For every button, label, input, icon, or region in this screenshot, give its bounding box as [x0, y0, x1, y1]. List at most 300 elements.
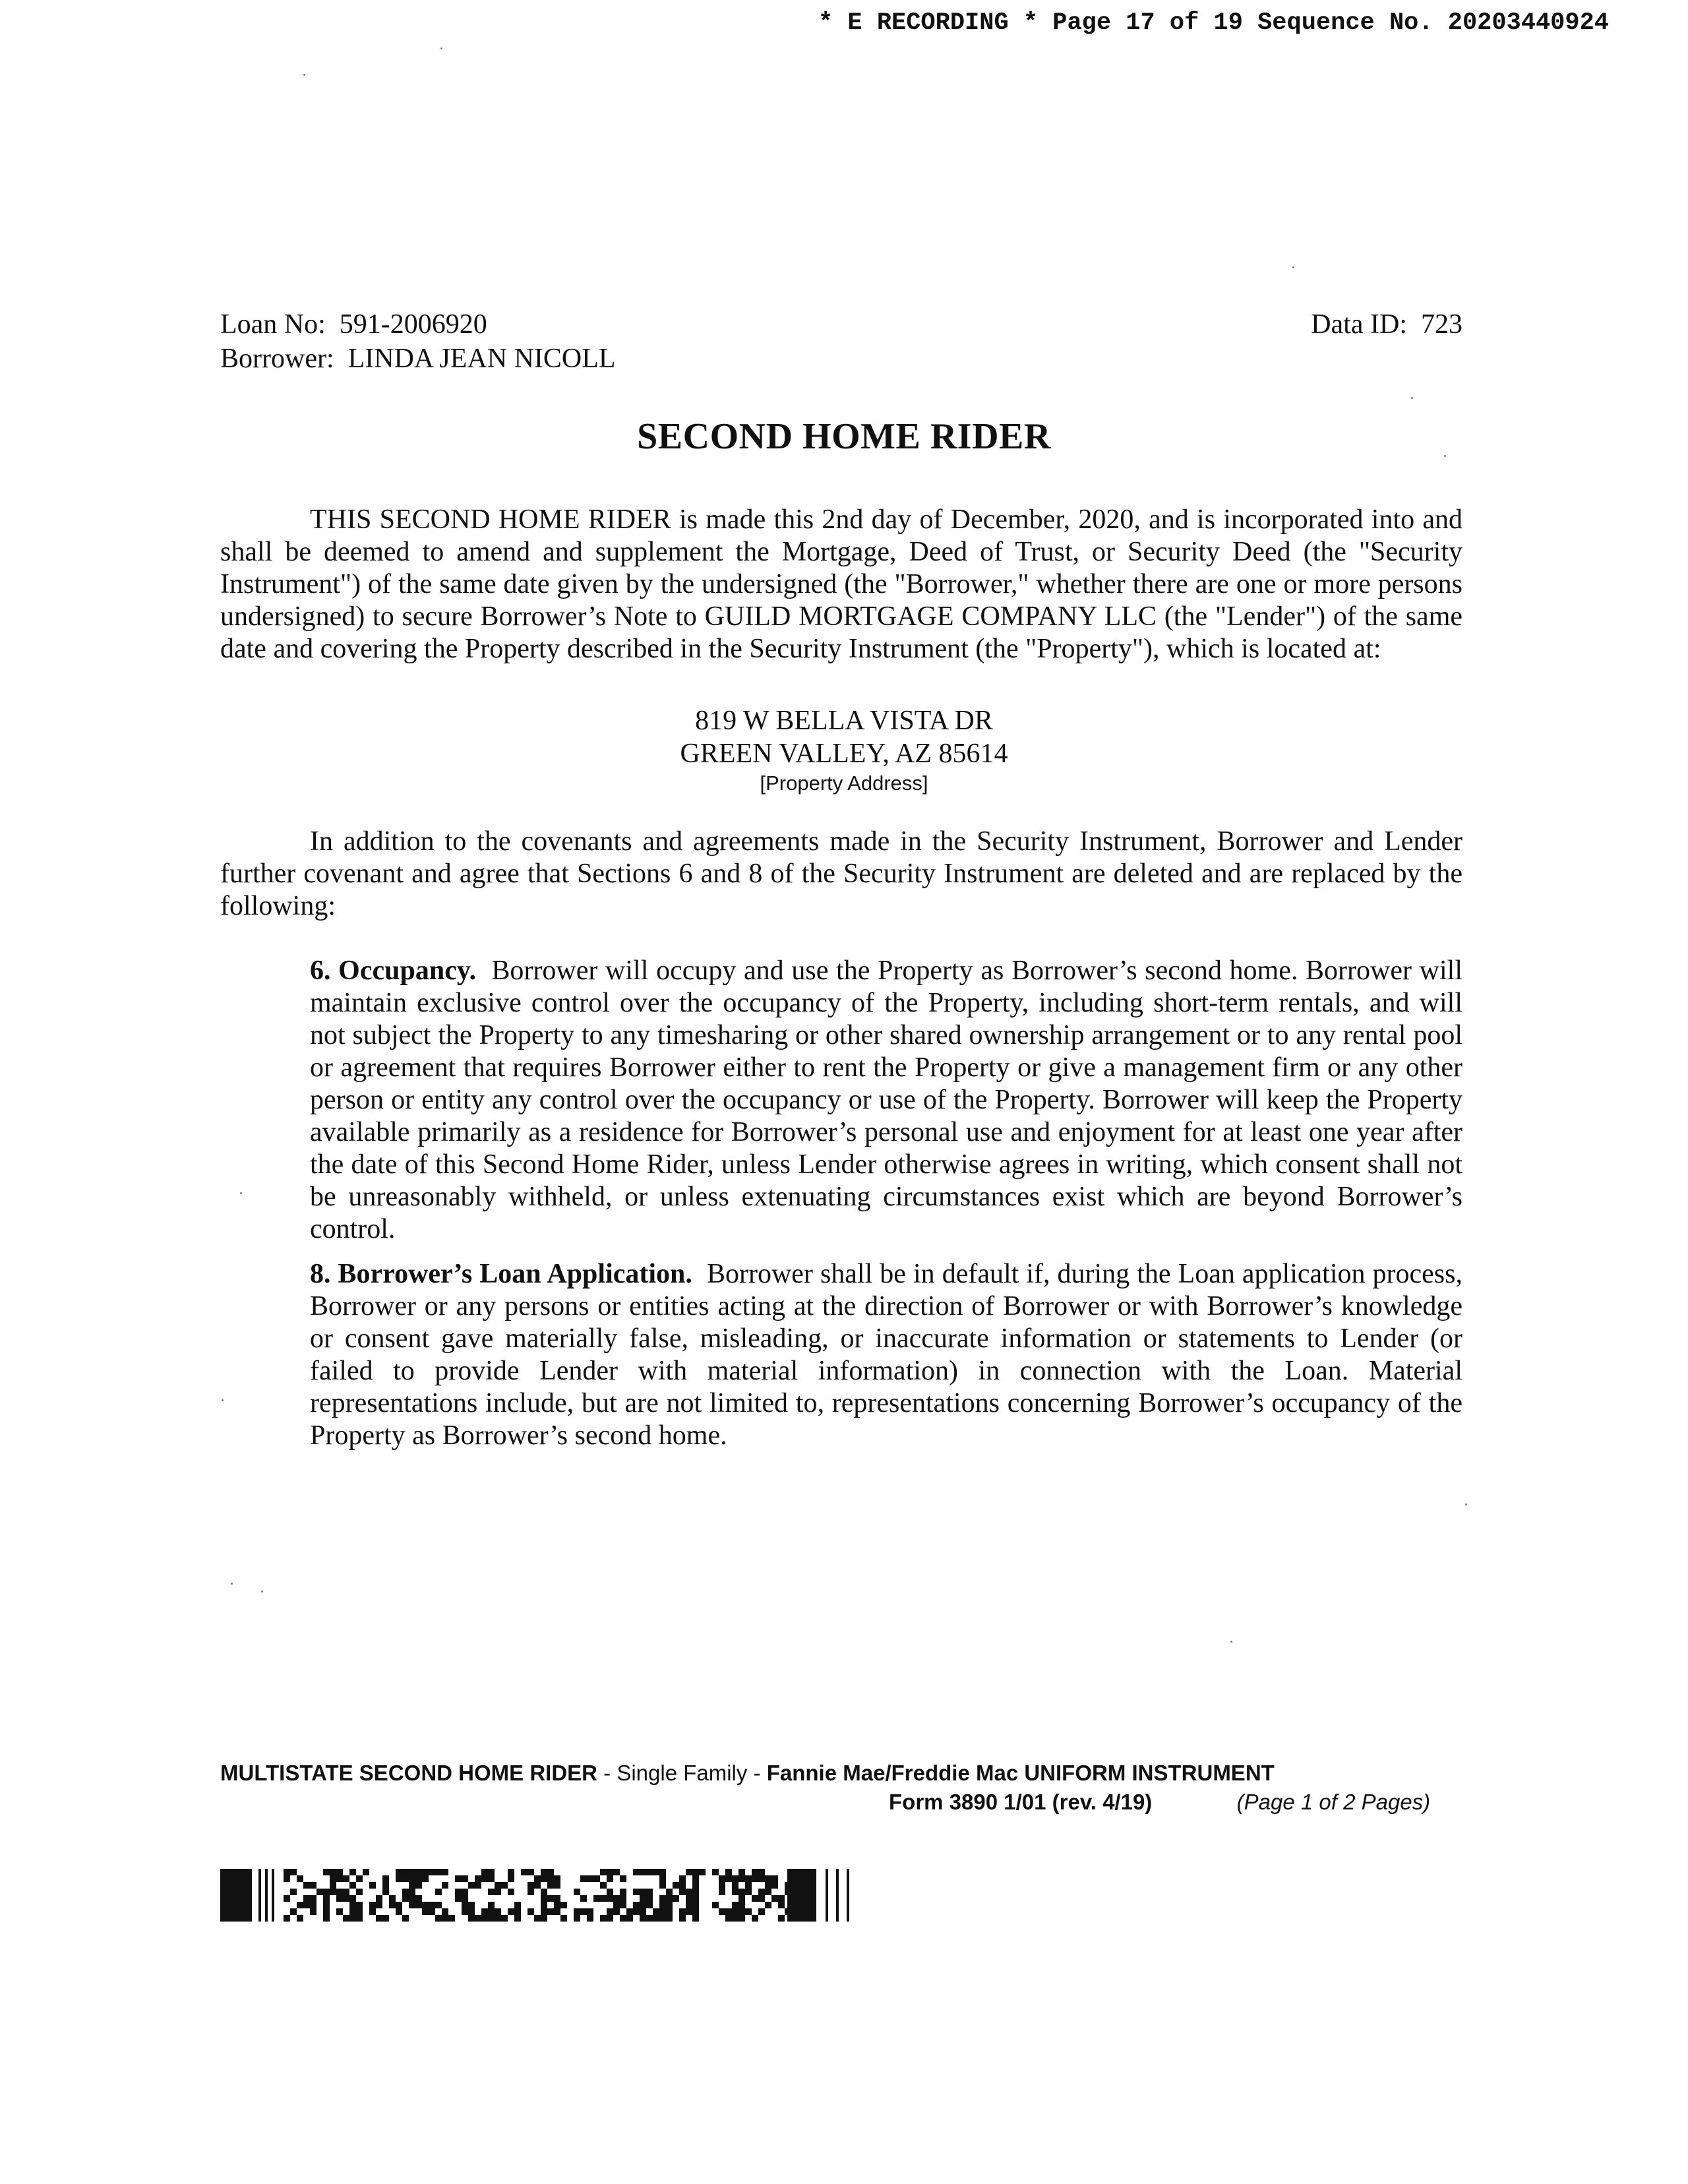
barcode-module [462, 1908, 468, 1915]
barcode-module [284, 1895, 290, 1902]
barcode-module [514, 1915, 521, 1922]
barcode-module [836, 1869, 839, 1922]
barcode-module [409, 1902, 415, 1908]
barcode-module [330, 1889, 336, 1895]
barcode-module [787, 1869, 816, 1922]
scan-speck [1230, 1641, 1232, 1643]
barcode-module [303, 1882, 310, 1889]
barcode-module [323, 1869, 330, 1875]
section-text: Borrower will occupy and use the Property as Borrower’s second home. Borrower will maintain exclusive control over the occupancy of the Property, including short-term rentals, and will not subject the Property to any timesharing or other shared ownership arrangement or to any rental pool or agreement that requires Borrower either to rent the Property or give a management firm or any other person or entity any control over the occupancy or use of the Property. Borrower will keep the Property available primarily as a residence for Borrower’s personal use and enjoyment for at least one year after the date of this Second Home Rider, unless Lender otherwise agrees in writing, which consent shall not be unreasonably withheld, or unless extenuating circumstances exist which are beyond Borrower’s control. [310, 956, 1463, 1244]
barcode-module [847, 1869, 849, 1922]
barcode-module [435, 1869, 442, 1875]
barcode-module [389, 1902, 396, 1908]
barcode-module [475, 1875, 481, 1882]
barcode-module [541, 1915, 547, 1922]
barcode-module [640, 1869, 646, 1875]
barcode-module [646, 1915, 653, 1922]
barcode-module [686, 1869, 692, 1875]
barcode-module [640, 1908, 646, 1915]
barcode-module [376, 1895, 382, 1902]
barcode-module [415, 1902, 422, 1908]
barcode-module [495, 1889, 501, 1895]
barcode-module [330, 1875, 336, 1882]
barcode-module [719, 1875, 725, 1882]
barcode-module [514, 1908, 521, 1915]
document-title: SECOND HOME RIDER [637, 416, 1051, 457]
barcode-module [336, 1895, 343, 1902]
barcode-module [462, 1889, 468, 1895]
barcode-module [547, 1895, 554, 1902]
barcode-module [758, 1889, 765, 1895]
barcode-module [323, 1915, 330, 1922]
barcode-module [435, 1889, 442, 1895]
barcode-module [541, 1875, 547, 1882]
barcode-module [765, 1902, 771, 1908]
recording-header: * E RECORDING * Page 17 of 19 Sequence No. 20203440924 [818, 9, 1609, 37]
barcode-module [462, 1875, 468, 1882]
barcode-module [738, 1869, 745, 1875]
barcode-module [633, 1889, 640, 1895]
barcode-module [771, 1882, 778, 1889]
barcode-module [422, 1869, 429, 1875]
barcode-module [442, 1882, 448, 1889]
barcode-module [488, 1889, 495, 1895]
barcode-module [442, 1915, 448, 1922]
barcode-module [738, 1915, 745, 1922]
barcode-module [673, 1882, 679, 1889]
barcode-module [554, 1882, 560, 1889]
barcode-module [343, 1915, 349, 1922]
scan-speck [261, 1591, 263, 1592]
barcode-module [343, 1875, 349, 1882]
loan-number-row [220, 307, 616, 342]
barcode-module [732, 1882, 738, 1889]
barcode-module [349, 1882, 356, 1889]
barcode-module [508, 1875, 514, 1882]
barcode-module [488, 1915, 495, 1922]
barcode-module [220, 1869, 252, 1922]
barcode-module [673, 1895, 679, 1902]
loan-info [220, 307, 616, 376]
barcode-module [462, 1895, 468, 1902]
barcode-module [475, 1915, 481, 1922]
barcode-module [666, 1908, 673, 1915]
barcode-module [574, 1915, 580, 1922]
barcode-module [547, 1882, 554, 1889]
section-loan-application [310, 1258, 1462, 1452]
barcode-module [607, 1889, 613, 1895]
barcode-module [521, 1869, 528, 1875]
barcode-module [653, 1908, 659, 1915]
barcode-module [752, 1875, 758, 1882]
barcode-module [580, 1895, 587, 1902]
barcode-module [514, 1902, 521, 1908]
barcode-module [719, 1908, 725, 1915]
barcode-module [640, 1889, 646, 1895]
barcode-module [620, 1875, 626, 1882]
barcode-module [363, 1869, 369, 1875]
scan-speck [1465, 1503, 1467, 1505]
section-heading: 8. Borrower’s Loan Application. [310, 1259, 692, 1289]
barcode-module [666, 1889, 673, 1895]
barcode-module [646, 1869, 653, 1875]
barcode-module [501, 1915, 508, 1922]
barcode-module [607, 1915, 613, 1922]
barcode-module [442, 1908, 448, 1915]
barcode-module [541, 1869, 547, 1875]
barcode-module [620, 1915, 626, 1922]
barcode-module [633, 1908, 640, 1915]
barcode-module [442, 1869, 448, 1875]
barcode-module [600, 1882, 607, 1889]
barcode-module [692, 1889, 699, 1895]
barcode-module [468, 1882, 475, 1889]
barcode-module [349, 1908, 356, 1915]
barcode-module [653, 1869, 659, 1875]
barcode-module [626, 1915, 633, 1922]
barcode-module [481, 1908, 488, 1915]
footer-form-number: Form 3890 1/01 (rev. 4/19) [889, 1790, 1153, 1814]
barcode-module [534, 1875, 541, 1882]
barcode-module [593, 1895, 600, 1902]
barcode-module [534, 1915, 541, 1922]
barcode-module [826, 1869, 828, 1922]
barcode-module [600, 1869, 607, 1875]
barcode-module [679, 1908, 686, 1915]
barcode-module [396, 1902, 402, 1908]
barcode-module [692, 1869, 699, 1875]
barcode-module [725, 1908, 732, 1915]
barcode-module [389, 1895, 396, 1902]
barcode-module [402, 1889, 409, 1895]
barcode-module [613, 1895, 620, 1902]
barcode-module [541, 1895, 547, 1902]
barcode-module [508, 1908, 514, 1915]
barcode-module [692, 1895, 699, 1902]
barcode-module [679, 1889, 686, 1895]
barcode-module [382, 1875, 389, 1882]
barcode-module [336, 1889, 343, 1895]
barcode-module [738, 1902, 745, 1908]
scan-speck [222, 1399, 224, 1401]
barcode-module [593, 1875, 600, 1882]
barcode-module [323, 1902, 330, 1908]
barcode-module [415, 1869, 422, 1875]
barcode-module [488, 1902, 495, 1908]
barcode-module [554, 1902, 560, 1908]
barcode-module [686, 1895, 692, 1902]
barcode-module [528, 1869, 534, 1875]
barcode-module [369, 1908, 376, 1915]
barcode-module [738, 1908, 745, 1915]
barcode-module [719, 1882, 725, 1889]
barcode-module [640, 1915, 646, 1922]
barcode-module [272, 1869, 274, 1922]
barcode-module [547, 1875, 554, 1882]
barcode-module [429, 1902, 435, 1908]
barcode-module [620, 1895, 626, 1902]
barcode-module [758, 1895, 765, 1902]
barcode-module [297, 1875, 303, 1882]
barcode-module [659, 1908, 666, 1915]
barcode-module [495, 1908, 501, 1915]
barcode-module [356, 1915, 363, 1922]
data-id-label: Data ID: [1311, 309, 1407, 340]
covenants-paragraph: In addition to the covenants and agreements made in the Security Instrument, Borrower and Lender further covenant and agree that Sections 6 and 8 of the Security Instrument are deleted and are replaced by the following: [220, 826, 1462, 921]
borrower-label: Borrower: [220, 344, 334, 374]
barcode-module [468, 1902, 475, 1908]
barcode-module [455, 1895, 462, 1902]
barcode-module [356, 1889, 363, 1895]
barcode-module [659, 1869, 666, 1875]
barcode-module [336, 1875, 343, 1882]
barcode-module [415, 1895, 422, 1902]
barcode-module [422, 1902, 429, 1908]
loan-number: 591-2006920 [339, 309, 487, 340]
barcode-module [574, 1889, 580, 1895]
barcode-module [600, 1895, 607, 1902]
barcode-module [554, 1895, 560, 1902]
barcode-module [495, 1915, 501, 1922]
barcode-module [402, 1895, 409, 1902]
barcode-module [330, 1869, 336, 1875]
barcode-module [613, 1869, 620, 1875]
barcode-module [297, 1902, 303, 1908]
footer-separator: - [747, 1761, 767, 1785]
footer-instrument: Fannie Mae/Freddie Mac UNIFORM INSTRUMENT [766, 1761, 1275, 1785]
barcode-module [501, 1882, 508, 1889]
barcode-module [349, 1915, 356, 1922]
barcode-module [303, 1902, 310, 1908]
barcode-module [725, 1875, 732, 1882]
barcode-module [758, 1875, 765, 1882]
section-text: Borrower shall be in default if, during the Loan application process, Borrower or any persons or entities acting at the direction of Borrower or with Borrower’s knowledge or consent gave materially false, misleading, or inaccurate information or statements to Lender (or failed to provide Lender with material information) in connection with the Loan. Material representations include, but are not limited to, representations concerning Borrower’s occupancy of the Property as Borrower’s second home. [310, 1259, 1462, 1451]
barcode-module [310, 1908, 316, 1915]
barcode-module [659, 1915, 666, 1922]
barcode-module [376, 1902, 382, 1908]
barcode-module [547, 1908, 554, 1915]
barcode-module [607, 1908, 613, 1915]
barcode-module [508, 1869, 514, 1875]
barcode-module [481, 1875, 488, 1882]
barcode-module [547, 1869, 554, 1875]
barcode-module [692, 1915, 699, 1922]
barcode-module [640, 1902, 646, 1908]
barcode-module [765, 1889, 771, 1895]
barcode-module [284, 1869, 290, 1875]
barcode-module [633, 1869, 640, 1875]
barcode-module [646, 1889, 653, 1895]
barcode-module [646, 1895, 653, 1902]
barcode-module [765, 1882, 771, 1889]
barcode-module [409, 1889, 415, 1895]
barcode-module [336, 1869, 343, 1875]
barcode-module [633, 1902, 640, 1908]
barcode-module [758, 1869, 765, 1875]
barcode-module [738, 1889, 745, 1895]
footer-separator: - [597, 1761, 617, 1785]
barcode-module [382, 1889, 389, 1895]
barcode-module [462, 1902, 468, 1908]
barcode-module [481, 1869, 488, 1875]
barcode-module [686, 1908, 692, 1915]
barcode-module [369, 1882, 376, 1889]
barcode-module [323, 1889, 330, 1895]
barcode-module [284, 1915, 290, 1922]
barcode-module [745, 1875, 752, 1882]
barcode-module [732, 1908, 738, 1915]
barcode-module [752, 1895, 758, 1902]
data-id [1311, 307, 1462, 342]
barcode-module [323, 1895, 330, 1902]
footer-subtitle: Single Family [617, 1761, 748, 1785]
barcode-module [659, 1882, 666, 1889]
barcode-module [343, 1889, 349, 1895]
barcode-module [356, 1902, 363, 1908]
barcode-module [686, 1889, 692, 1895]
barcode-module [402, 1875, 409, 1882]
barcode-icon [220, 1865, 880, 1926]
barcode-module [659, 1875, 666, 1882]
barcode-module [409, 1869, 415, 1875]
barcode-module [495, 1882, 501, 1889]
barcode-module [692, 1882, 699, 1889]
scan-speck [240, 1192, 242, 1194]
barcode-module [587, 1908, 593, 1915]
barcode-module [738, 1875, 745, 1882]
barcode-module [415, 1875, 422, 1882]
scan-speck [231, 1583, 233, 1585]
barcode-module [752, 1915, 758, 1922]
barcode-module [290, 1889, 297, 1895]
barcode-module [435, 1915, 442, 1922]
barcode-module [554, 1875, 560, 1882]
barcode-module [725, 1915, 732, 1922]
barcode-module [422, 1908, 429, 1915]
intro-paragraph: THIS SECOND HOME RIDER is made this 2nd day of December, 2020, and is incorporated into and shall be deemed to amend and supplement the Mortgage, Deed of Trust, or Security Deed (the "Security Instrument") of the same date given by the undersigned (the "Borrower," whether there are one or more persons undersigned) to secure Borrower’s Note to GUILD MORTGAGE COMPANY LLC (the "Lender") of the same date and covering the Property described in the Security Instrument (the "Property"), which is located at: [220, 504, 1462, 664]
barcode-module [475, 1882, 481, 1889]
barcode-module [310, 1902, 316, 1908]
barcode-module [679, 1882, 686, 1889]
barcode-module [719, 1889, 725, 1895]
barcode-module [607, 1895, 613, 1902]
loan-number-label: Loan No: [220, 309, 326, 340]
barcode-module [765, 1875, 771, 1882]
barcode-module [646, 1902, 653, 1908]
barcode-module [541, 1889, 547, 1895]
barcode-module [323, 1908, 330, 1915]
barcode-module [376, 1915, 382, 1922]
barcode-module [626, 1908, 633, 1915]
barcode-module [620, 1902, 626, 1908]
barcode-module [316, 1889, 323, 1895]
address-line-2: GREEN VALLEY, AZ 85614 [680, 739, 1008, 769]
barcode-module [580, 1875, 587, 1882]
barcode-module [382, 1915, 389, 1922]
barcode-module [468, 1908, 475, 1915]
borrower-row [220, 342, 616, 376]
barcode-module [488, 1869, 495, 1875]
address-caption: [Property Address] [760, 772, 928, 795]
barcode-module [528, 1908, 534, 1915]
barcode-module [448, 1915, 455, 1922]
barcode-module [310, 1895, 316, 1902]
address-line-1: 819 W BELLA VISTA DR [695, 706, 993, 736]
barcode-module [745, 1908, 752, 1915]
barcode-module [349, 1895, 356, 1902]
barcode-module [488, 1908, 495, 1915]
barcode-module [396, 1875, 402, 1882]
barcode-module [435, 1902, 442, 1908]
barcode-module [402, 1869, 409, 1875]
barcode-module [574, 1908, 580, 1915]
barcode-module [284, 1875, 290, 1882]
barcode-module [455, 1889, 462, 1895]
barcode-module [745, 1889, 752, 1895]
barcode-module [666, 1915, 673, 1922]
barcode-module [297, 1915, 303, 1922]
barcode-module [732, 1915, 738, 1922]
barcode-module [528, 1882, 534, 1889]
barcode-module [541, 1908, 547, 1915]
barcode-module [402, 1915, 409, 1922]
barcode-module [369, 1902, 376, 1908]
scan-speck [303, 74, 305, 76]
barcode-module [712, 1902, 719, 1908]
barcode-module [560, 1902, 567, 1908]
barcode-module [290, 1869, 297, 1875]
barcode-module [396, 1869, 402, 1875]
barcode-module [732, 1889, 738, 1895]
barcode-module [455, 1875, 462, 1882]
barcode-module [330, 1882, 336, 1889]
barcode-module [343, 1895, 349, 1902]
barcode-module [607, 1875, 613, 1882]
barcode-module [659, 1902, 666, 1908]
barcode-module [587, 1875, 593, 1882]
barcode-module [528, 1889, 534, 1895]
barcode-module [422, 1875, 429, 1882]
barcode-module [409, 1875, 415, 1882]
barcode-module [692, 1875, 699, 1882]
barcode-module [778, 1895, 785, 1902]
barcode-module [356, 1908, 363, 1915]
footer-page-info: (Page 1 of 2 Pages) [1236, 1790, 1431, 1814]
section-occupancy [310, 955, 1462, 1246]
barcode-module [468, 1915, 475, 1922]
section-heading: 6. Occupancy. [310, 956, 477, 986]
scan-speck [440, 47, 442, 49]
barcode-module [732, 1875, 738, 1882]
property-address [0, 704, 1688, 797]
barcode-module [534, 1882, 541, 1889]
barcode-module [382, 1882, 389, 1889]
barcode-module [679, 1915, 686, 1922]
data-id-value: 723 [1421, 309, 1462, 340]
barcode-module [778, 1902, 785, 1908]
barcode-module [752, 1869, 758, 1875]
barcode-module [554, 1908, 560, 1915]
barcode-module [699, 1869, 706, 1875]
barcode-module [290, 1908, 297, 1915]
barcode-module [666, 1902, 673, 1908]
barcode-module [613, 1902, 620, 1908]
footer-form-name: MULTISTATE SECOND HOME RIDER [220, 1761, 597, 1785]
barcode-module [541, 1902, 547, 1908]
barcode-module [666, 1895, 673, 1902]
barcode-module [560, 1915, 567, 1922]
scan-speck [1292, 266, 1294, 268]
